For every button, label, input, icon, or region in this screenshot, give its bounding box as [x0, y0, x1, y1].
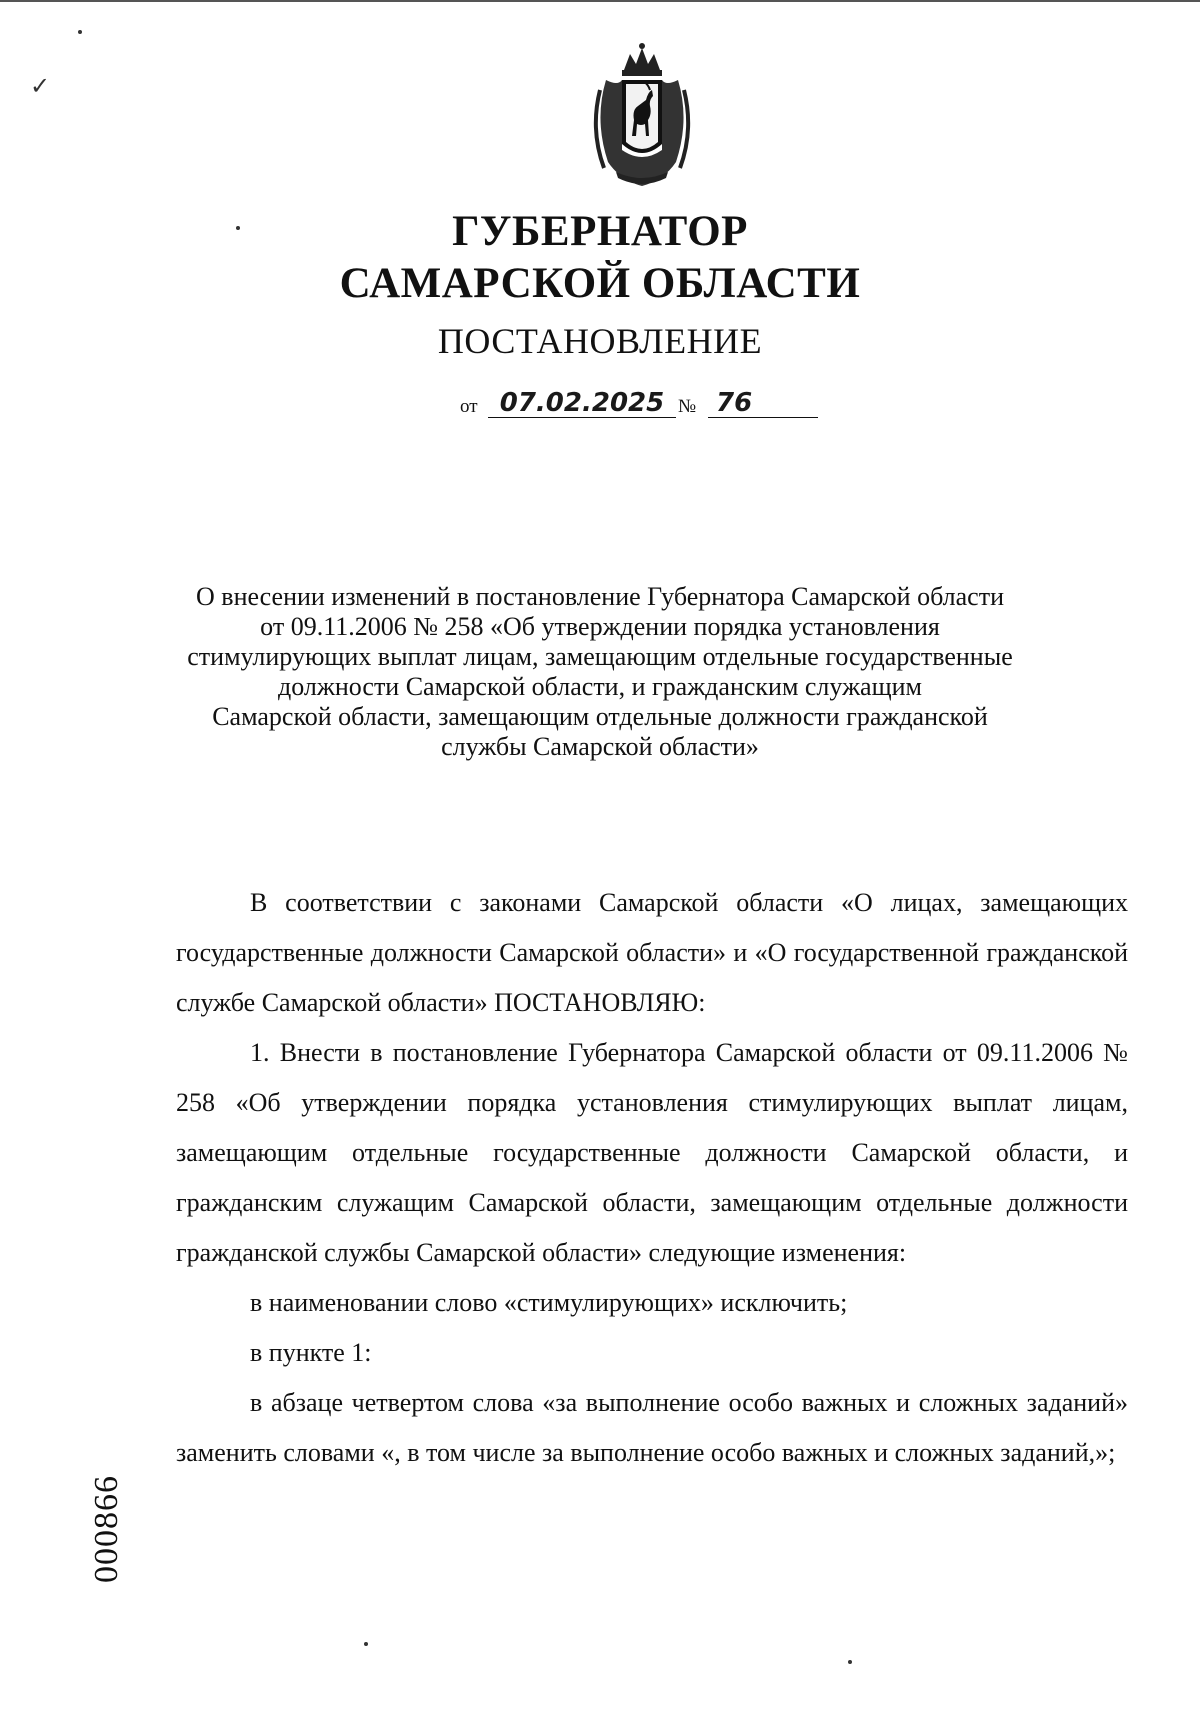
issuer-title-line2: САМАРСКОЙ ОБЛАСТИ: [339, 260, 861, 307]
document-type: ПОСТАНОВЛЕНИЕ: [437, 321, 763, 361]
paragraph-item-1: 1. Внести в постановление Губернатора Самарской области от 09.11.2006 № 258 «Об утверждении порядка установления стимулирующих выплат лицам, замещающим отдельные государственные должности Самарской области, и гражданским служащим Самарской области, замещающим отдельные должности гражданской службы Самарской области» следующие изменения:: [176, 1038, 1128, 1267]
scan-speck: [236, 226, 240, 230]
subject-line: службы Самарской области»: [441, 732, 759, 761]
check-mark: ✓: [30, 74, 51, 100]
scan-speck: [364, 1642, 368, 1646]
date-value: 07.02.2025: [488, 389, 676, 418]
document-subject: [150, 582, 1050, 762]
subject-line: Самарской области, замещающим отдельные должности гражданской: [212, 702, 988, 731]
paragraph-preamble: В соответствии с законами Самарской области «О лицах, замещающих государственные должности Самарской области» и «О государственной гражданской службе Самарской области» ПОСТАНОВЛЯЮ:: [176, 888, 1128, 1017]
paragraph-title-change: в наименовании слово «стимулирующих» исключить;: [250, 1288, 848, 1317]
date-number-line: [460, 388, 860, 424]
paragraph-point-1: в пункте 1:: [250, 1338, 372, 1367]
number-value: 76: [708, 389, 818, 418]
coat-of-arms-icon: [586, 40, 698, 190]
date-prefix: от: [460, 396, 478, 417]
subject-line: от 09.11.2006 № 258 «Об утверждении порядка установления: [260, 612, 940, 641]
scan-top-edge: [0, 0, 1200, 2]
issuer-title-line1: ГУБЕРНАТОР: [452, 208, 748, 255]
subject-line: О внесении изменений в постановление Губернатора Самарской области: [196, 582, 1004, 611]
scan-speck: [848, 1660, 852, 1664]
subject-line: должности Самарской области, и гражданским служащим: [278, 672, 922, 701]
scan-speck: [78, 30, 82, 34]
number-prefix: №: [678, 396, 697, 417]
paragraph-abzac-4: в абзаце четвертом слова «за выполнение особо важных и сложных заданий» заменить словами «, в том числе за выполнение особо важных и сложных заданий,»;: [176, 1388, 1128, 1467]
margin-serial-number: 000866: [88, 1475, 125, 1583]
document-body: [176, 878, 1128, 1478]
subject-line: стимулирующих выплат лицам, замещающим отдельные государственные: [187, 642, 1013, 671]
